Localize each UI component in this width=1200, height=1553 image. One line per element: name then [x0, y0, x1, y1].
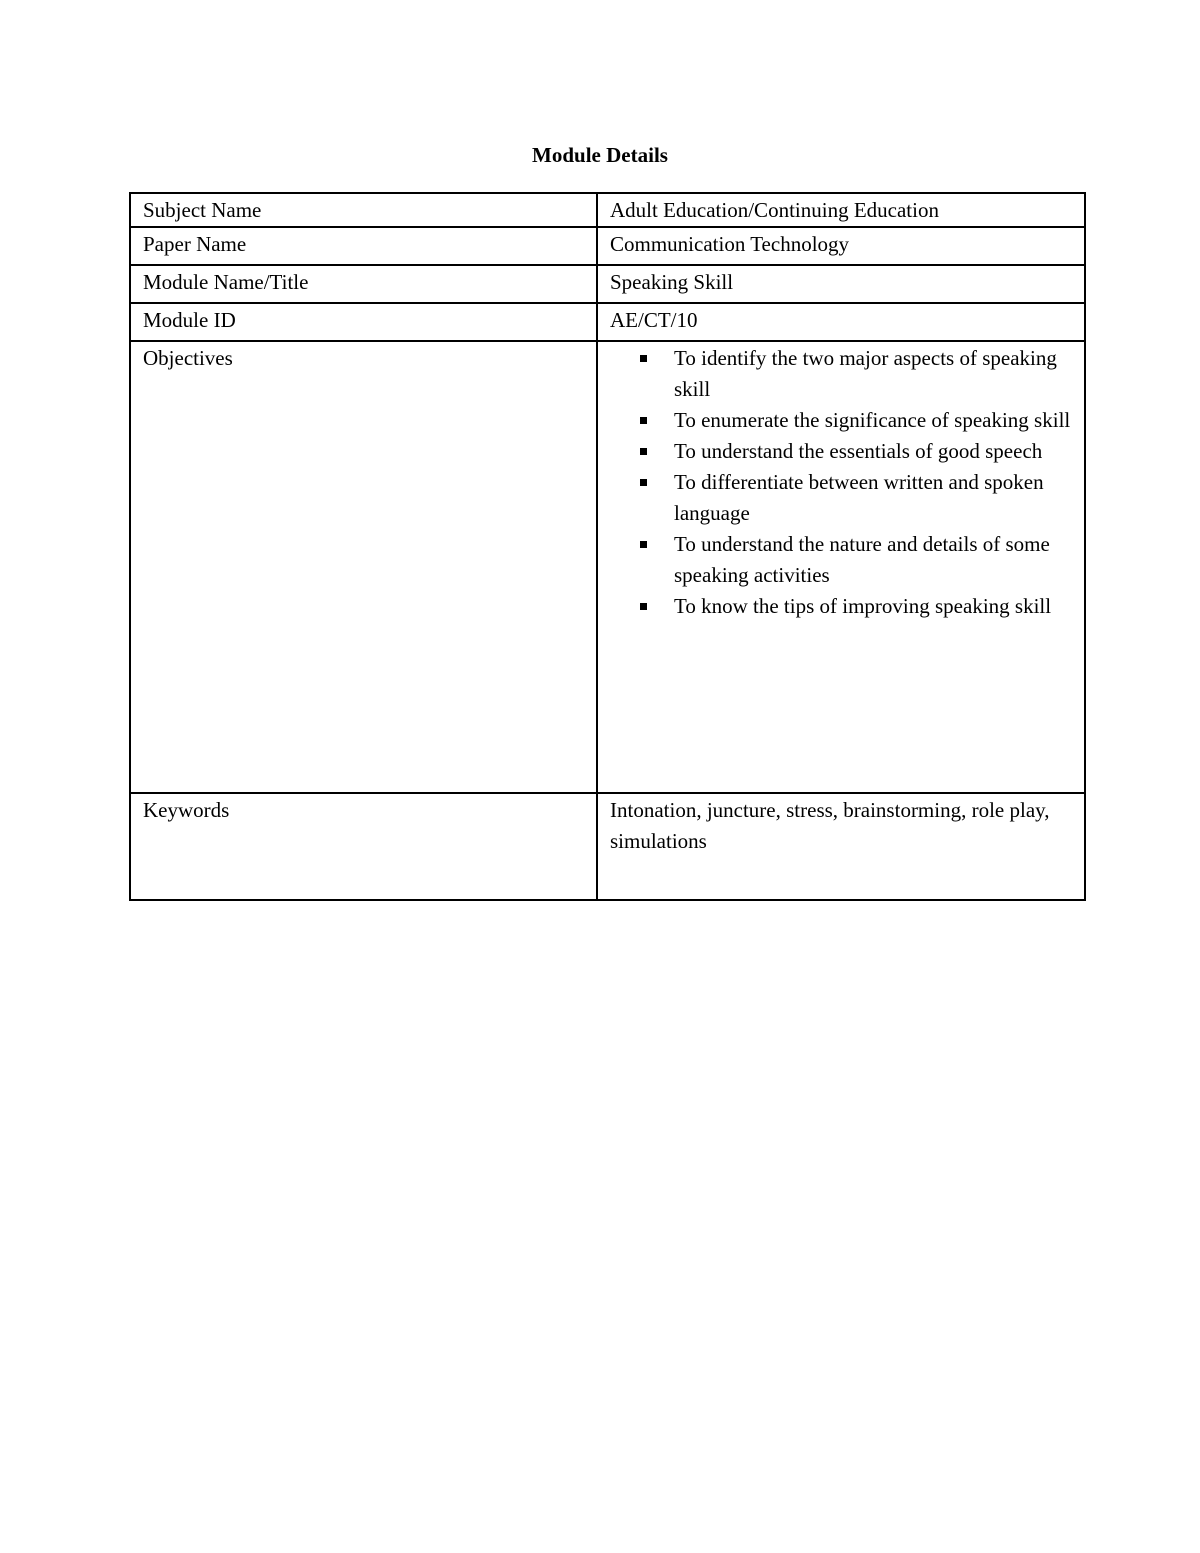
list-item: [610, 436, 1072, 467]
square-bullet-icon: [640, 479, 647, 486]
table-row: [130, 193, 1085, 227]
objective-text: To enumerate the significance of speaking skill: [674, 408, 1071, 432]
module-details-table: [129, 192, 1086, 901]
keywords-value: Intonation, juncture, stress, brainstorming, role play, simulations: [597, 793, 1085, 900]
subject-name-value: Adult Education/Continuing Education: [597, 193, 1085, 227]
page-title: Module Details: [532, 143, 668, 167]
module-title-value: Speaking Skill: [597, 265, 1085, 303]
square-bullet-icon: [640, 448, 647, 455]
objective-text: To differentiate between written and spoken language: [674, 470, 1044, 525]
list-item: [610, 343, 1072, 405]
square-bullet-icon: [640, 541, 647, 548]
square-bullet-icon: [640, 355, 647, 362]
objective-text: To understand the nature and details of some speaking activities: [674, 532, 1050, 587]
keywords-label: Keywords: [130, 793, 597, 900]
objective-text: To know the tips of improving speaking skill: [674, 594, 1052, 618]
list-item: [610, 405, 1072, 436]
module-title-label: Module Name/Title: [130, 265, 597, 303]
paper-name-value: Communication Technology: [597, 227, 1085, 265]
table-row: [130, 793, 1085, 900]
subject-name-label: Subject Name: [130, 193, 597, 227]
square-bullet-icon: [640, 417, 647, 424]
list-item: [610, 591, 1072, 622]
table-row: [130, 227, 1085, 265]
objective-text: To identify the two major aspects of speaking skill: [674, 346, 1057, 401]
list-item: [610, 467, 1072, 529]
table-row: [130, 265, 1085, 303]
objectives-value: [597, 341, 1085, 793]
module-id-label: Module ID: [130, 303, 597, 341]
objectives-list: [610, 343, 1072, 622]
module-id-value: AE/CT/10: [597, 303, 1085, 341]
objective-text: To understand the essentials of good speech: [674, 439, 1043, 463]
table-row: [130, 341, 1085, 793]
square-bullet-icon: [640, 603, 647, 610]
table-row: [130, 303, 1085, 341]
objectives-label: Objectives: [130, 341, 597, 793]
paper-name-label: Paper Name: [130, 227, 597, 265]
list-item: [610, 529, 1072, 591]
